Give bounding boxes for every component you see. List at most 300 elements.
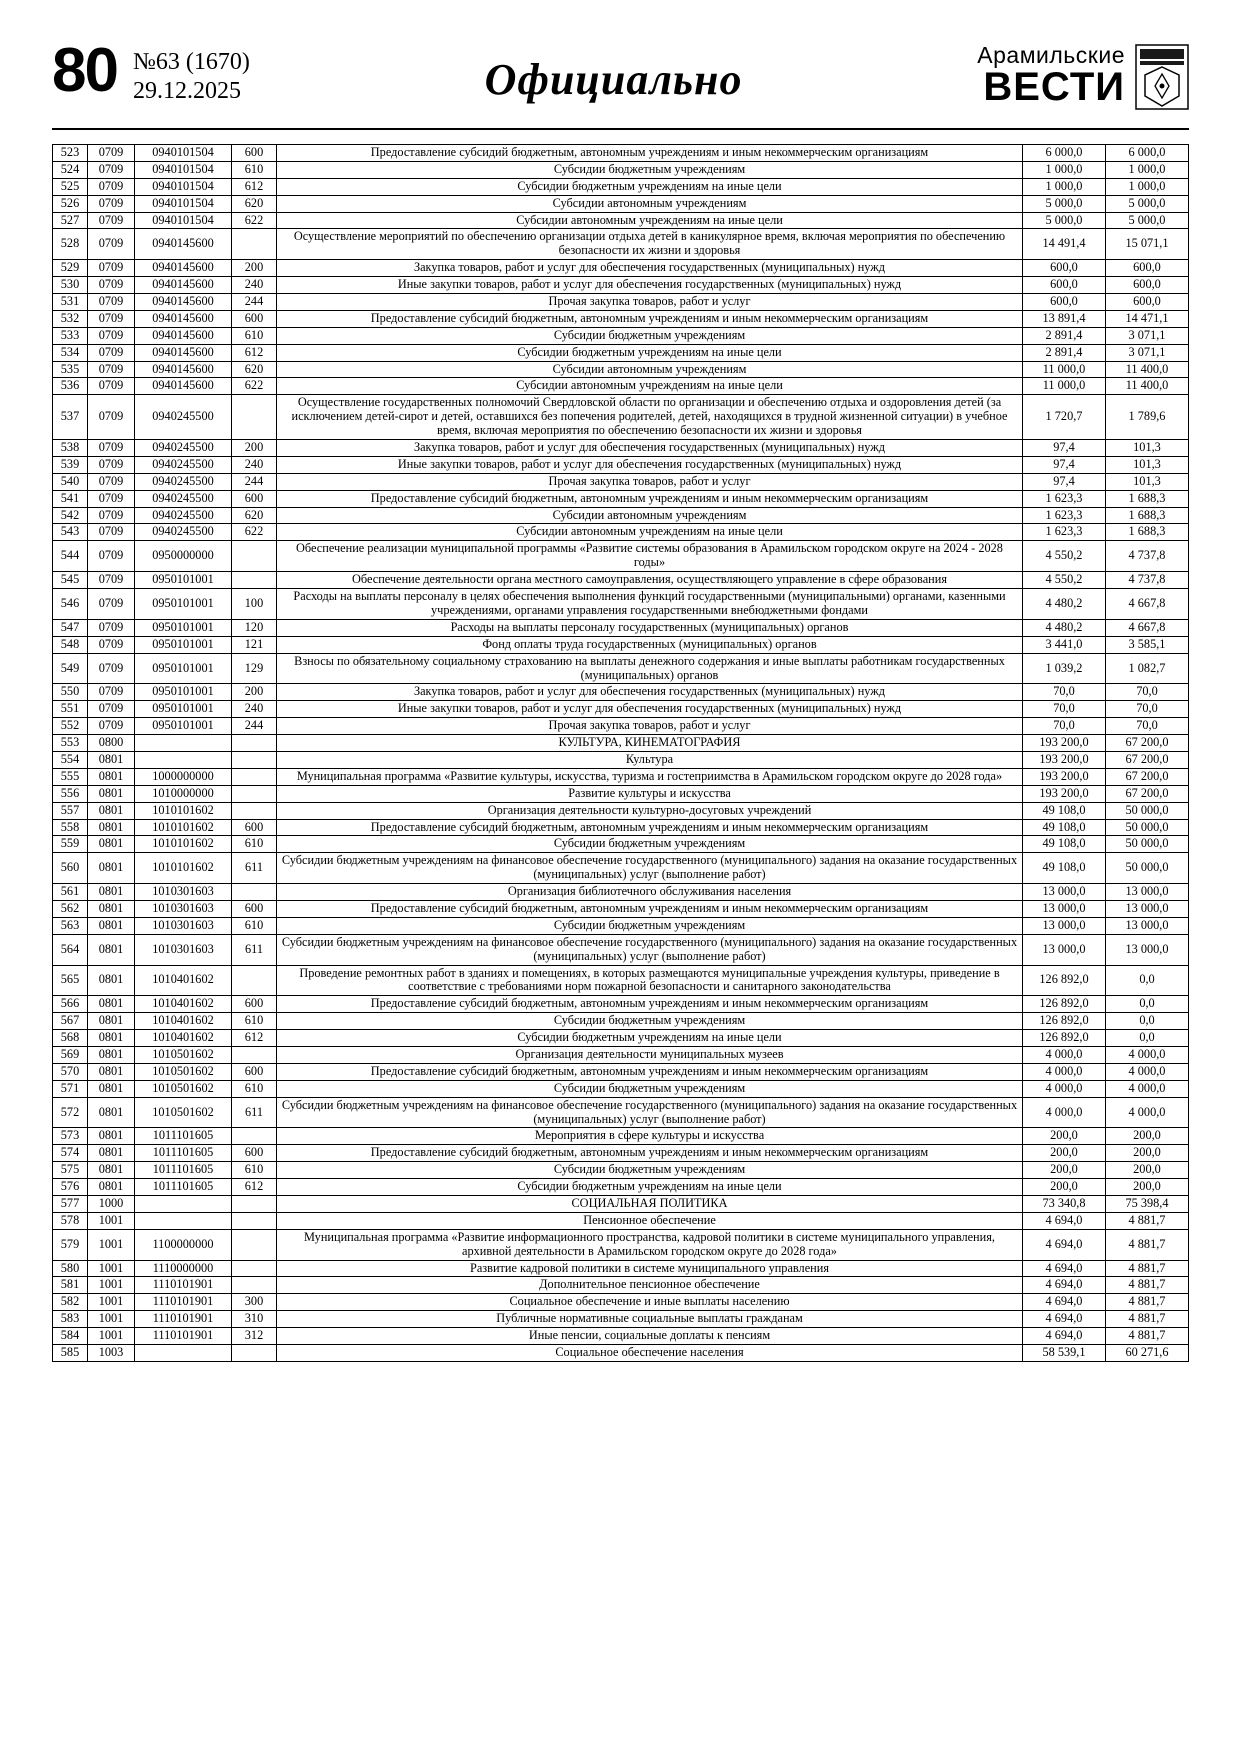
expense-name: Культура xyxy=(277,751,1023,768)
expense-type-code xyxy=(232,541,277,572)
row-number: 553 xyxy=(53,735,88,752)
row-number: 550 xyxy=(53,684,88,701)
amount-year-1: 4 550,2 xyxy=(1023,572,1106,589)
amount-year-1: 13 000,0 xyxy=(1023,900,1106,917)
table-row xyxy=(53,996,1189,1013)
expense-type-code: 610 xyxy=(232,917,277,934)
amount-year-2: 13 000,0 xyxy=(1106,900,1189,917)
row-number: 581 xyxy=(53,1277,88,1294)
expense-type-code: 129 xyxy=(232,653,277,684)
target-article-code: 0940245500 xyxy=(135,507,232,524)
target-article-code: 0940145600 xyxy=(135,327,232,344)
expense-type-code: 620 xyxy=(232,507,277,524)
table-row xyxy=(53,145,1189,162)
amount-year-1: 4 694,0 xyxy=(1023,1277,1106,1294)
expense-type-code: 240 xyxy=(232,277,277,294)
amount-year-1: 2 891,4 xyxy=(1023,327,1106,344)
table-row xyxy=(53,684,1189,701)
amount-year-2: 13 000,0 xyxy=(1106,917,1189,934)
table-row xyxy=(53,1080,1189,1097)
section-code: 0801 xyxy=(88,819,135,836)
brand-line-1: Арамильские xyxy=(977,42,1125,68)
table-row xyxy=(53,1277,1189,1294)
amount-year-1: 4 000,0 xyxy=(1023,1063,1106,1080)
row-number: 529 xyxy=(53,260,88,277)
expense-type-code: 200 xyxy=(232,440,277,457)
table-row xyxy=(53,1260,1189,1277)
expense-type-code: 200 xyxy=(232,260,277,277)
amount-year-2: 1 688,3 xyxy=(1106,507,1189,524)
row-number: 534 xyxy=(53,344,88,361)
amount-year-1: 70,0 xyxy=(1023,718,1106,735)
target-article-code: 0950101001 xyxy=(135,636,232,653)
table-row xyxy=(53,1013,1189,1030)
row-number: 532 xyxy=(53,310,88,327)
expense-type-code: 612 xyxy=(232,178,277,195)
amount-year-1: 11 000,0 xyxy=(1023,378,1106,395)
row-number: 525 xyxy=(53,178,88,195)
amount-year-2: 4 000,0 xyxy=(1106,1063,1189,1080)
target-article-code: 0940101504 xyxy=(135,195,232,212)
amount-year-2: 4 881,7 xyxy=(1106,1294,1189,1311)
expense-name: Проведение ремонтных работ в зданиях и помещениях, в которых размещаются муниципальные учреждения культуры, приведение в соответствие с требованиями норм пожарной безопасности и санитарного законодательства xyxy=(277,965,1023,996)
section-code: 0709 xyxy=(88,294,135,311)
amount-year-2: 4 881,7 xyxy=(1106,1311,1189,1328)
table-row xyxy=(53,361,1189,378)
target-article-code: 1010101602 xyxy=(135,853,232,884)
section-code: 0709 xyxy=(88,440,135,457)
row-number: 564 xyxy=(53,934,88,965)
expense-type-code xyxy=(232,768,277,785)
expense-name: Прочая закупка товаров, работ и услуг xyxy=(277,294,1023,311)
section-code: 0709 xyxy=(88,229,135,260)
amount-year-2: 200,0 xyxy=(1106,1162,1189,1179)
expense-name: Субсидии автономным учреждениям на иные цели xyxy=(277,212,1023,229)
issue-number: №63 (1670) xyxy=(132,49,250,75)
row-number: 572 xyxy=(53,1097,88,1128)
target-article-code: 0940245500 xyxy=(135,440,232,457)
expense-type-code: 200 xyxy=(232,684,277,701)
amount-year-2: 4 667,8 xyxy=(1106,589,1189,620)
section-code: 0709 xyxy=(88,653,135,684)
table-row xyxy=(53,819,1189,836)
expense-name: Расходы на выплаты персоналу в целях обеспечения выполнения функций государственными (муниципальными) органами, казенными учреждениями, органами управления государственными внебюджетными фондами xyxy=(277,589,1023,620)
table-row xyxy=(53,260,1189,277)
amount-year-1: 126 892,0 xyxy=(1023,996,1106,1013)
section-code: 0801 xyxy=(88,785,135,802)
amount-year-2: 101,3 xyxy=(1106,456,1189,473)
expense-type-code: 600 xyxy=(232,819,277,836)
amount-year-2: 3 071,1 xyxy=(1106,327,1189,344)
amount-year-1: 4 480,2 xyxy=(1023,619,1106,636)
amount-year-1: 70,0 xyxy=(1023,684,1106,701)
row-number: 573 xyxy=(53,1128,88,1145)
section-code: 0709 xyxy=(88,619,135,636)
target-article-code: 0950101001 xyxy=(135,653,232,684)
target-article-code: 1010301603 xyxy=(135,934,232,965)
amount-year-2: 67 200,0 xyxy=(1106,768,1189,785)
expense-name: Субсидии бюджетным учреждениям на иные цели xyxy=(277,1030,1023,1047)
amount-year-2: 1 688,3 xyxy=(1106,524,1189,541)
amount-year-2: 11 400,0 xyxy=(1106,361,1189,378)
expense-type-code: 610 xyxy=(232,327,277,344)
expense-type-code: 610 xyxy=(232,1080,277,1097)
expense-name: Субсидии автономным учреждениям xyxy=(277,361,1023,378)
row-number: 556 xyxy=(53,785,88,802)
expense-type-code: 612 xyxy=(232,1030,277,1047)
expense-type-code xyxy=(232,965,277,996)
amount-year-2: 200,0 xyxy=(1106,1145,1189,1162)
table-row xyxy=(53,1030,1189,1047)
amount-year-1: 600,0 xyxy=(1023,294,1106,311)
expense-name: Организация деятельности муниципальных музеев xyxy=(277,1046,1023,1063)
target-article-code: 0940145600 xyxy=(135,344,232,361)
amount-year-2: 1 000,0 xyxy=(1106,178,1189,195)
target-article-code: 1011101605 xyxy=(135,1145,232,1162)
amount-year-2: 0,0 xyxy=(1106,1013,1189,1030)
amount-year-1: 126 892,0 xyxy=(1023,1030,1106,1047)
expense-name: Осуществление государственных полномочий Свердловской области по организации и обеспечению отдыха и оздоровления детей (за исключением детей-сирот и детей, оставшихся без попечения родителей, детей, находящихся в трудной жизненной ситуации) в учебное время, включая мероприятия по обеспечению безопасности их жизни и здоровья xyxy=(277,395,1023,440)
expense-type-code: 244 xyxy=(232,473,277,490)
amount-year-1: 5 000,0 xyxy=(1023,195,1106,212)
expense-type-code xyxy=(232,884,277,901)
amount-year-1: 1 000,0 xyxy=(1023,178,1106,195)
target-article-code xyxy=(135,1212,232,1229)
row-number: 557 xyxy=(53,802,88,819)
issue-date: 29.12.2025 xyxy=(132,78,241,104)
row-number: 530 xyxy=(53,277,88,294)
amount-year-2: 1 789,6 xyxy=(1106,395,1189,440)
row-number: 547 xyxy=(53,619,88,636)
expense-type-code xyxy=(232,1345,277,1362)
amount-year-2: 5 000,0 xyxy=(1106,212,1189,229)
row-number: 528 xyxy=(53,229,88,260)
section-code: 0709 xyxy=(88,473,135,490)
table-row xyxy=(53,277,1189,294)
expense-name: Субсидии бюджетным учреждениям xyxy=(277,1162,1023,1179)
section-code: 0709 xyxy=(88,195,135,212)
section-code: 0801 xyxy=(88,853,135,884)
table-row xyxy=(53,934,1189,965)
row-number: 560 xyxy=(53,853,88,884)
section-code: 0709 xyxy=(88,507,135,524)
expense-name: КУЛЬТУРА, КИНЕМАТОГРАФИЯ xyxy=(277,735,1023,752)
section-code: 0709 xyxy=(88,277,135,294)
expense-type-code xyxy=(232,785,277,802)
table-row xyxy=(53,653,1189,684)
amount-year-2: 0,0 xyxy=(1106,996,1189,1013)
expense-type-code: 312 xyxy=(232,1328,277,1345)
target-article-code: 1010501602 xyxy=(135,1046,232,1063)
section-code: 0709 xyxy=(88,490,135,507)
section-code: 0801 xyxy=(88,900,135,917)
section-code: 0709 xyxy=(88,212,135,229)
amount-year-2: 4 881,7 xyxy=(1106,1260,1189,1277)
target-article-code: 1010301603 xyxy=(135,917,232,934)
target-article-code: 1010301603 xyxy=(135,884,232,901)
amount-year-2: 50 000,0 xyxy=(1106,836,1189,853)
section-code: 0709 xyxy=(88,718,135,735)
amount-year-1: 4 694,0 xyxy=(1023,1212,1106,1229)
table-row xyxy=(53,507,1189,524)
amount-year-1: 200,0 xyxy=(1023,1145,1106,1162)
amount-year-1: 13 000,0 xyxy=(1023,884,1106,901)
section-code: 0709 xyxy=(88,310,135,327)
amount-year-1: 4 694,0 xyxy=(1023,1260,1106,1277)
expense-type-code xyxy=(232,1229,277,1260)
amount-year-1: 97,4 xyxy=(1023,456,1106,473)
target-article-code: 0950000000 xyxy=(135,541,232,572)
amount-year-2: 101,3 xyxy=(1106,440,1189,457)
section-code: 0709 xyxy=(88,361,135,378)
expense-name: Предоставление субсидий бюджетным, автономным учреждениям и иным некоммерческим организациям xyxy=(277,996,1023,1013)
target-article-code xyxy=(135,1345,232,1362)
expense-name: Иные пенсии, социальные доплаты к пенсиям xyxy=(277,1328,1023,1345)
amount-year-2: 1 688,3 xyxy=(1106,490,1189,507)
target-article-code: 1110101901 xyxy=(135,1277,232,1294)
row-number: 567 xyxy=(53,1013,88,1030)
amount-year-1: 6 000,0 xyxy=(1023,145,1106,162)
table-row xyxy=(53,161,1189,178)
expense-name: Субсидии автономным учреждениям на иные цели xyxy=(277,524,1023,541)
amount-year-2: 1 082,7 xyxy=(1106,653,1189,684)
row-number: 570 xyxy=(53,1063,88,1080)
target-article-code: 0940145600 xyxy=(135,378,232,395)
section-code: 1001 xyxy=(88,1260,135,1277)
masthead-left xyxy=(52,36,250,106)
table-row xyxy=(53,965,1189,996)
amount-year-1: 13 891,4 xyxy=(1023,310,1106,327)
section-code: 0801 xyxy=(88,1063,135,1080)
expense-type-code: 610 xyxy=(232,1013,277,1030)
target-article-code: 1010101602 xyxy=(135,802,232,819)
amount-year-2: 15 071,1 xyxy=(1106,229,1189,260)
target-article-code: 0940145600 xyxy=(135,294,232,311)
expense-type-code xyxy=(232,229,277,260)
section-code: 0709 xyxy=(88,701,135,718)
row-number: 569 xyxy=(53,1046,88,1063)
amount-year-2: 4 881,7 xyxy=(1106,1328,1189,1345)
section-code: 0801 xyxy=(88,751,135,768)
expense-type-code: 600 xyxy=(232,145,277,162)
table-row xyxy=(53,327,1189,344)
row-number: 584 xyxy=(53,1328,88,1345)
amount-year-1: 4 550,2 xyxy=(1023,541,1106,572)
amount-year-1: 5 000,0 xyxy=(1023,212,1106,229)
amount-year-2: 4 000,0 xyxy=(1106,1097,1189,1128)
table-row xyxy=(53,178,1189,195)
target-article-code: 1010501602 xyxy=(135,1097,232,1128)
table-row xyxy=(53,310,1189,327)
table-row xyxy=(53,294,1189,311)
row-number: 565 xyxy=(53,965,88,996)
table-row xyxy=(53,735,1189,752)
table-row xyxy=(53,1345,1189,1362)
table-row xyxy=(53,473,1189,490)
table-row xyxy=(53,229,1189,260)
section-code: 0709 xyxy=(88,395,135,440)
row-number: 537 xyxy=(53,395,88,440)
section-code: 1003 xyxy=(88,1345,135,1362)
target-article-code xyxy=(135,1196,232,1213)
table-row xyxy=(53,1229,1189,1260)
section-code: 0801 xyxy=(88,1162,135,1179)
table-row xyxy=(53,917,1189,934)
amount-year-1: 2 891,4 xyxy=(1023,344,1106,361)
expense-name: Организация деятельности культурно-досуговых учреждений xyxy=(277,802,1023,819)
target-article-code: 0940145600 xyxy=(135,260,232,277)
target-article-code: 1010401602 xyxy=(135,1013,232,1030)
row-number: 524 xyxy=(53,161,88,178)
table-row xyxy=(53,490,1189,507)
expense-name: Обеспечение реализации муниципальной программы «Развитие системы образования в Арамильском городском округе на 2024 - 2028 годы» xyxy=(277,541,1023,572)
expense-name: Публичные нормативные социальные выплаты гражданам xyxy=(277,1311,1023,1328)
expense-name: Субсидии бюджетным учреждениям xyxy=(277,161,1023,178)
table-row xyxy=(53,1179,1189,1196)
amount-year-1: 600,0 xyxy=(1023,260,1106,277)
row-number: 541 xyxy=(53,490,88,507)
amount-year-1: 193 200,0 xyxy=(1023,751,1106,768)
expense-type-code: 611 xyxy=(232,1097,277,1128)
amount-year-1: 193 200,0 xyxy=(1023,785,1106,802)
target-article-code: 0950101001 xyxy=(135,572,232,589)
row-number: 546 xyxy=(53,589,88,620)
target-article-code: 1010401602 xyxy=(135,965,232,996)
expense-name: Фонд оплаты труда государственных (муниципальных) органов xyxy=(277,636,1023,653)
amount-year-1: 200,0 xyxy=(1023,1162,1106,1179)
table-row xyxy=(53,440,1189,457)
row-number: 539 xyxy=(53,456,88,473)
amount-year-2: 200,0 xyxy=(1106,1128,1189,1145)
expense-name: Субсидии бюджетным учреждениям xyxy=(277,917,1023,934)
budget-table-body xyxy=(53,145,1189,1362)
expense-name: Прочая закупка товаров, работ и услуг xyxy=(277,473,1023,490)
table-row xyxy=(53,1128,1189,1145)
target-article-code: 0940145600 xyxy=(135,277,232,294)
row-number: 538 xyxy=(53,440,88,457)
expense-type-code xyxy=(232,1196,277,1213)
amount-year-2: 70,0 xyxy=(1106,701,1189,718)
section-code: 0709 xyxy=(88,161,135,178)
target-article-code: 0950101001 xyxy=(135,619,232,636)
amount-year-1: 1 720,7 xyxy=(1023,395,1106,440)
table-row xyxy=(53,768,1189,785)
expense-name: Иные закупки товаров, работ и услуг для обеспечения государственных (муниципальных) нужд xyxy=(277,456,1023,473)
brand-line-2: ВЕСТИ xyxy=(983,65,1125,109)
expense-type-code xyxy=(232,1046,277,1063)
amount-year-2: 5 000,0 xyxy=(1106,195,1189,212)
amount-year-2: 67 200,0 xyxy=(1106,785,1189,802)
table-row xyxy=(53,378,1189,395)
amount-year-2: 11 400,0 xyxy=(1106,378,1189,395)
amount-year-2: 50 000,0 xyxy=(1106,853,1189,884)
expense-name: Субсидии бюджетным учреждениям xyxy=(277,1080,1023,1097)
expense-type-code: 600 xyxy=(232,1063,277,1080)
section-code: 0709 xyxy=(88,378,135,395)
masthead-divider xyxy=(52,128,1189,130)
amount-year-1: 49 108,0 xyxy=(1023,819,1106,836)
table-row xyxy=(53,1046,1189,1063)
section-code: 0709 xyxy=(88,178,135,195)
expense-name: Осуществление мероприятий по обеспечению организации отдыха детей в каникулярное время, включая мероприятия по обеспечению безопасности их жизни и здоровья xyxy=(277,229,1023,260)
table-row xyxy=(53,1328,1189,1345)
amount-year-1: 14 491,4 xyxy=(1023,229,1106,260)
amount-year-1: 1 000,0 xyxy=(1023,161,1106,178)
amount-year-2: 50 000,0 xyxy=(1106,802,1189,819)
table-row xyxy=(53,524,1189,541)
table-row xyxy=(53,1162,1189,1179)
expense-name: Предоставление субсидий бюджетным, автономным учреждениям и иным некоммерческим организациям xyxy=(277,900,1023,917)
target-article-code: 0940145600 xyxy=(135,361,232,378)
table-row xyxy=(53,1145,1189,1162)
amount-year-1: 200,0 xyxy=(1023,1179,1106,1196)
section-code: 1000 xyxy=(88,1196,135,1213)
amount-year-1: 58 539,1 xyxy=(1023,1345,1106,1362)
row-number: 558 xyxy=(53,819,88,836)
target-article-code: 0950101001 xyxy=(135,589,232,620)
row-number: 531 xyxy=(53,294,88,311)
table-row xyxy=(53,1196,1189,1213)
table-row xyxy=(53,344,1189,361)
expense-name: Предоставление субсидий бюджетным, автономным учреждениям и иным некоммерческим организациям xyxy=(277,1145,1023,1162)
row-number: 582 xyxy=(53,1294,88,1311)
amount-year-2: 6 000,0 xyxy=(1106,145,1189,162)
expense-name: Муниципальная программа «Развитие информационного пространства, кадровой политики в системе муниципального управления, архивной деятельности в Арамильском городском округе до 2028 года» xyxy=(277,1229,1023,1260)
expense-type-code: 310 xyxy=(232,1311,277,1328)
table-row xyxy=(53,572,1189,589)
row-number: 577 xyxy=(53,1196,88,1213)
amount-year-2: 4 881,7 xyxy=(1106,1277,1189,1294)
row-number: 536 xyxy=(53,378,88,395)
target-article-code: 1110101901 xyxy=(135,1328,232,1345)
row-number: 563 xyxy=(53,917,88,934)
section-code: 0801 xyxy=(88,1013,135,1030)
section-code: 0801 xyxy=(88,1046,135,1063)
table-row xyxy=(53,212,1189,229)
row-number: 585 xyxy=(53,1345,88,1362)
expense-name: Предоставление субсидий бюджетным, автономным учреждениям и иным некоммерческим организациям xyxy=(277,819,1023,836)
target-article-code: 1010401602 xyxy=(135,1030,232,1047)
section-code: 0709 xyxy=(88,541,135,572)
expense-type-code: 240 xyxy=(232,456,277,473)
section-code: 0800 xyxy=(88,735,135,752)
target-article-code: 0950101001 xyxy=(135,701,232,718)
row-number: 555 xyxy=(53,768,88,785)
expense-type-code: 100 xyxy=(232,589,277,620)
row-number: 548 xyxy=(53,636,88,653)
masthead xyxy=(52,36,1189,122)
table-row xyxy=(53,718,1189,735)
target-article-code: 0950101001 xyxy=(135,718,232,735)
expense-name: Закупка товаров, работ и услуг для обеспечения государственных (муниципальных) нужд xyxy=(277,440,1023,457)
table-row xyxy=(53,636,1189,653)
amount-year-1: 126 892,0 xyxy=(1023,1013,1106,1030)
target-article-code: 1000000000 xyxy=(135,768,232,785)
expense-type-code: 620 xyxy=(232,195,277,212)
row-number: 527 xyxy=(53,212,88,229)
section-code: 0801 xyxy=(88,836,135,853)
expense-type-code: 620 xyxy=(232,361,277,378)
expense-type-code xyxy=(232,572,277,589)
expense-name: Мероприятия в сфере культуры и искусства xyxy=(277,1128,1023,1145)
expense-name: Организация библиотечного обслуживания населения xyxy=(277,884,1023,901)
expense-name: Субсидии бюджетным учреждениям на иные цели xyxy=(277,344,1023,361)
target-article-code xyxy=(135,751,232,768)
row-number: 576 xyxy=(53,1179,88,1196)
expense-name: Иные закупки товаров, работ и услуг для обеспечения государственных (муниципальных) нужд xyxy=(277,701,1023,718)
table-row xyxy=(53,751,1189,768)
amount-year-1: 4 000,0 xyxy=(1023,1080,1106,1097)
